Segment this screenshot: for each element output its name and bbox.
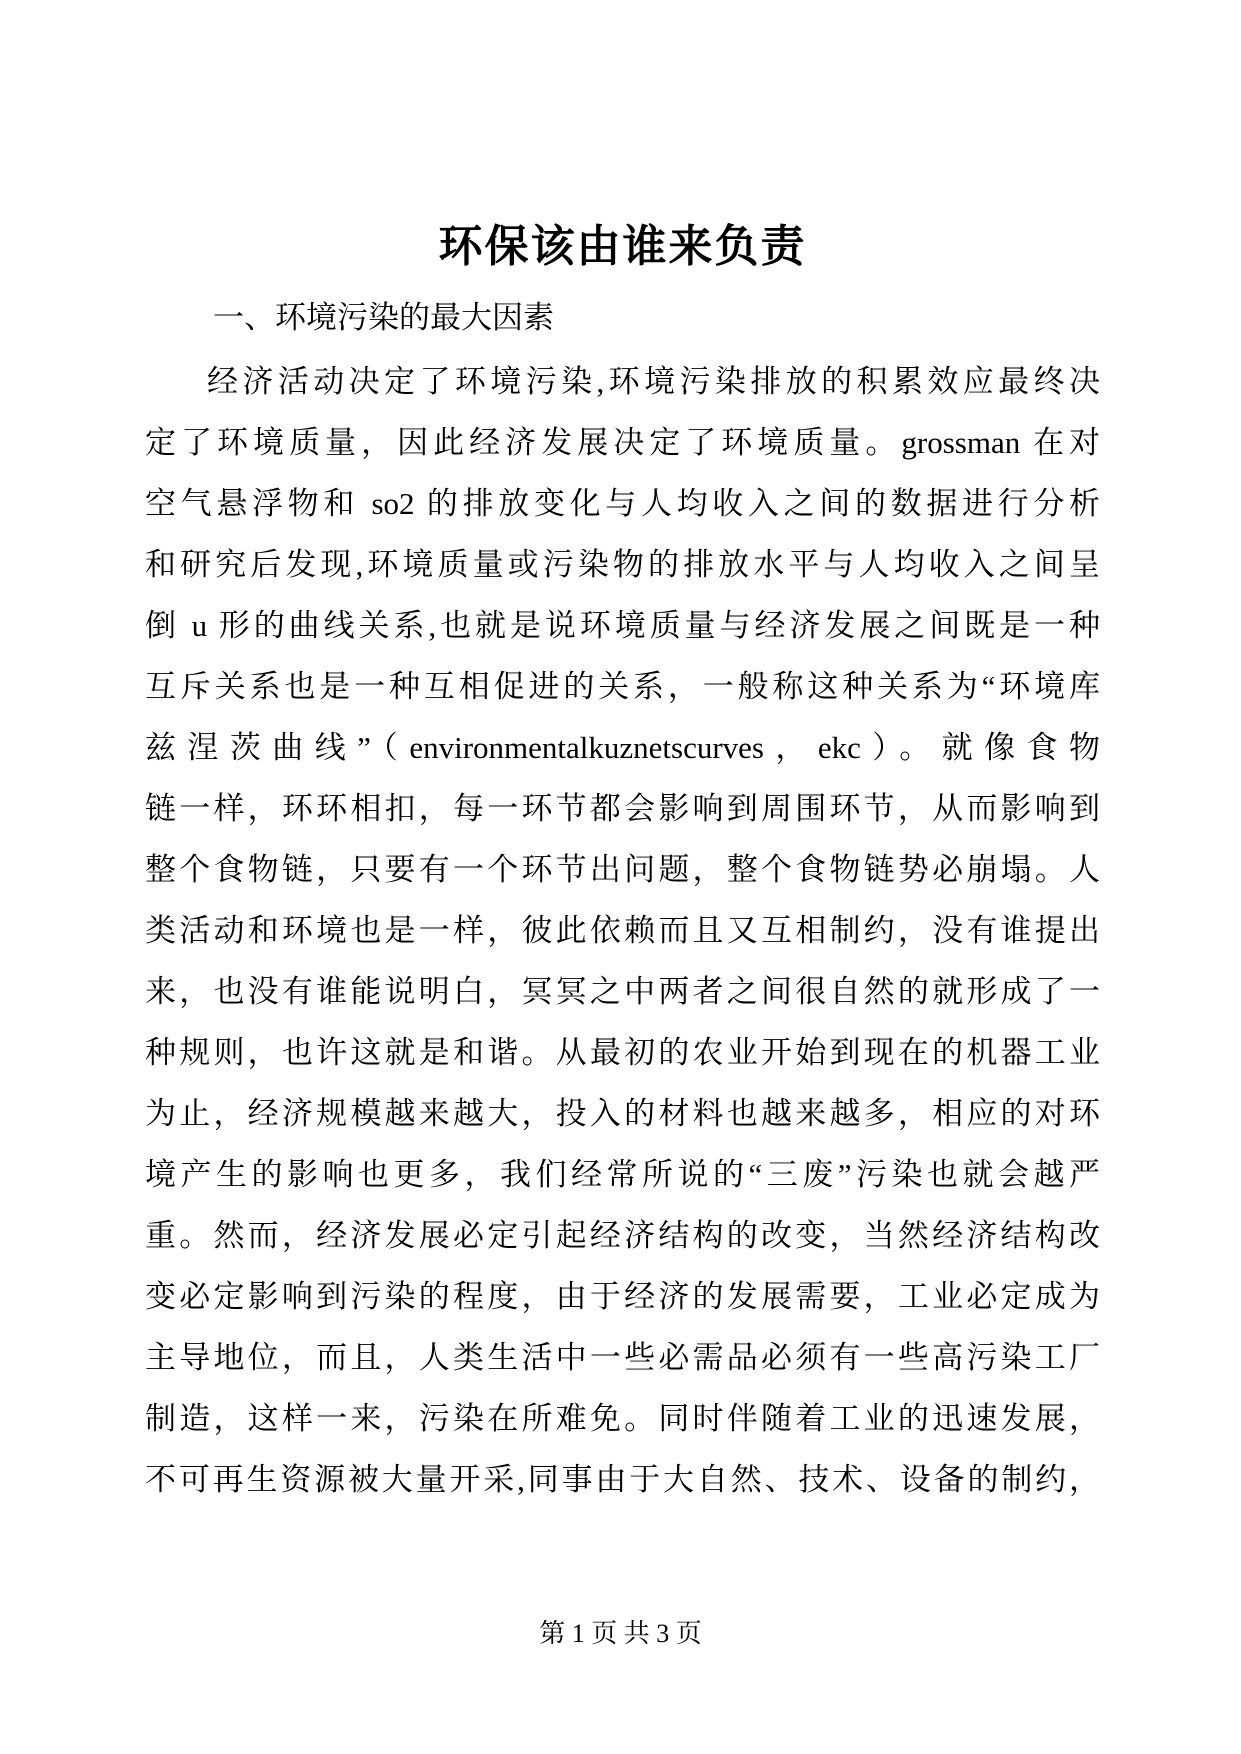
document-body [145,299,1100,1510]
paragraph-line: 空气悬浮物和 so2 的排放变化与人均收入之间的数据进行分析 [145,486,1100,521]
paragraph-line: 类活动和环境也是一样，彼此依赖而且又互相制约，没有谁提出 [145,913,1100,948]
paragraph-line: 兹涅茨曲线”（environmentalkuznetscurves，ekc）。就像食物 [145,730,1100,765]
page-number: 第 1 页 共 3 页 [539,1619,702,1648]
paragraph-line: 不可再生资源被大量开采,同事由于大自然、技术、设备的制约， [145,1462,1100,1497]
paragraph [145,351,1100,1510]
section-heading: 一、环境污染的最大因素 [213,300,554,335]
paragraph-line: 为止，经济规模越来越大，投入的材料也越来越多，相应的对环 [145,1096,1100,1131]
paragraph-line: 倒 u 形的曲线关系,也就是说环境质量与经济发展之间既是一种 [145,608,1100,643]
paragraph-line: 链一样，环环相扣，每一环节都会影响到周围环节，从而影响到 [145,791,1100,826]
paragraph-line: 定了环境质量，因此经济发展决定了环境质量。grossman 在对 [145,425,1100,460]
document-title: 环保该由谁来负责 [438,222,807,271]
paragraph-line: 重。然而，经济发展必定引起经济结构的改变，当然经济结构改 [145,1218,1100,1253]
paragraph-line: 经济活动决定了环境污染,环境污染排放的积累效应最终决 [207,364,1100,399]
paragraph-line: 整个食物链，只要有一个环节出问题，整个食物链势必崩塌。人 [145,852,1100,887]
paragraph-line: 境产生的影响也更多，我们经常所说的“三废”污染也就会越严 [145,1157,1100,1192]
paragraph-line: 主导地位，而且，人类生活中一些必需品必须有一些高污染工厂 [145,1340,1100,1375]
paragraph-line: 和研究后发现,环境质量或污染物的排放水平与人均收入之间呈 [145,547,1100,582]
paragraph-line: 互斥关系也是一种互相促进的关系，一般称这种关系为“环境库 [145,669,1100,704]
paragraph-line: 种规则，也许这就是和谐。从最初的农业开始到现在的机器工业 [145,1035,1100,1070]
paragraph-line: 来，也没有谁能说明白，冥冥之中两者之间很自然的就形成了一 [145,974,1100,1009]
paragraph-line: 变必定影响到污染的程度，由于经济的发展需要，工业必定成为 [145,1279,1100,1314]
paragraph-line: 制造，这样一来，污染在所难免。同时伴随着工业的迅速发展， [145,1401,1100,1436]
